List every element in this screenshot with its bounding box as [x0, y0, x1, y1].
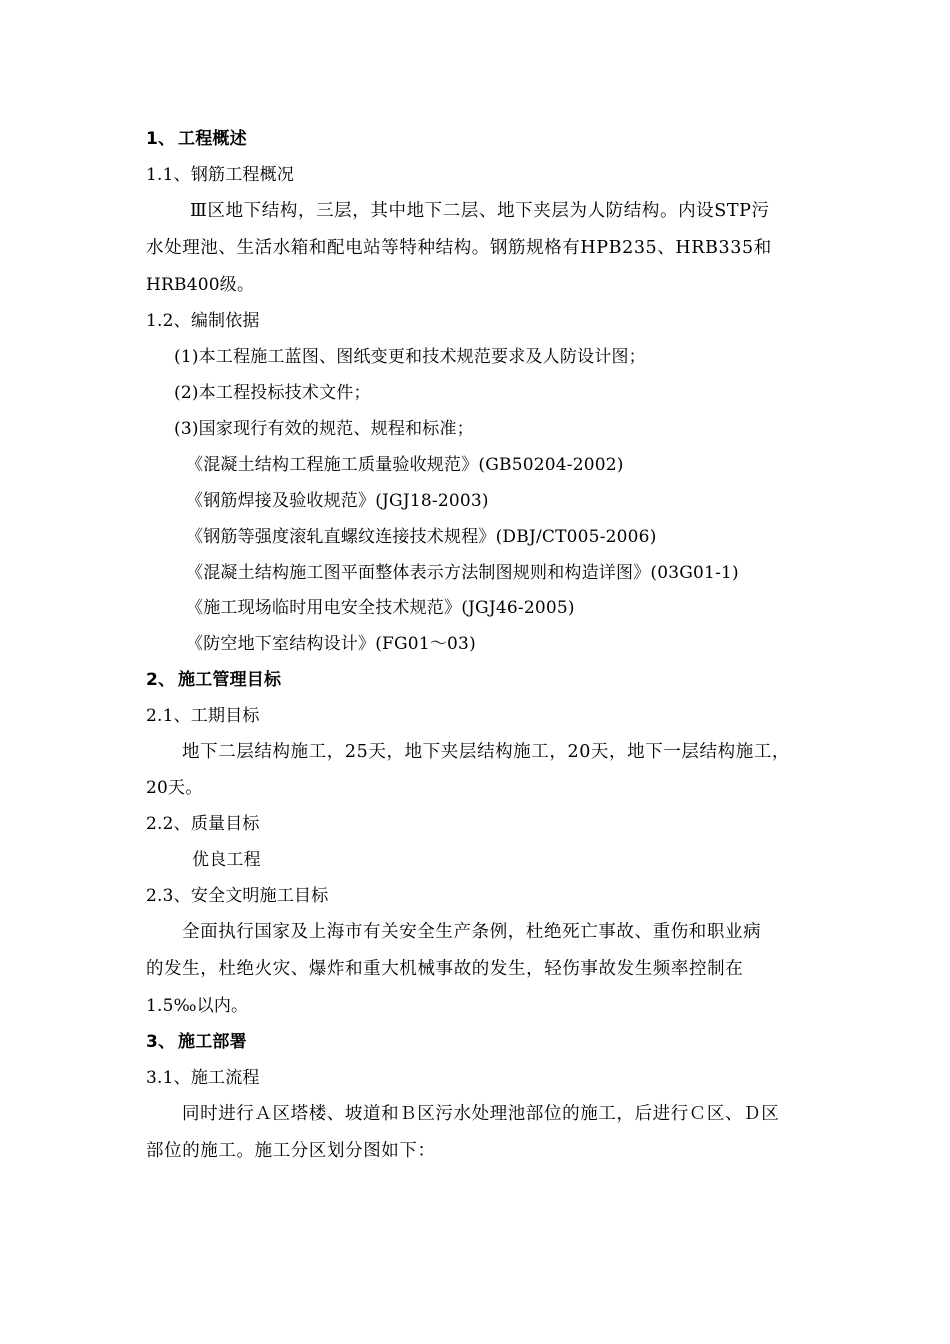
basis-item: (1)本工程施工蓝图、图纸变更和技术规范要求及人防设计图； [174, 347, 646, 367]
standard-reference: 《防空地下室结构设计》(FG01～03) [186, 634, 476, 654]
subsection-heading-3-1: 3.1、施工流程 [146, 1068, 260, 1088]
subsection-heading-1-2: 1.2、编制依据 [146, 311, 260, 331]
paragraph-line: 20天。 [146, 778, 203, 798]
paragraph-line: Ⅲ区地下结构，三层，其中地下二层、地下夹层为人防结构。内设STP污 [190, 201, 770, 221]
paragraph-line: 全面执行国家及上海市有关安全生产条例，杜绝死亡事故、重伤和职业病 [182, 922, 762, 942]
paragraph-line: 优良工程 [192, 850, 261, 870]
paragraph-line: 水处理池、生活水箱和配电站等特种结构。钢筋规格有HPB235、HRB335和 [146, 238, 772, 258]
standard-reference: 《施工现场临时用电安全技术规范》(JGJ46-2005) [186, 598, 575, 618]
section-number: 3、 [146, 1032, 176, 1052]
basis-item: (3)国家现行有效的规范、规程和标准； [174, 419, 474, 439]
paragraph-line: 同时进行Ａ区塔楼、坡道和Ｂ区污水处理池部位的施工，后进行Ｃ区、Ｄ区 [182, 1104, 780, 1124]
standard-reference: 《钢筋焊接及验收规范》(JGJ18-2003) [186, 491, 489, 511]
paragraph-line: 部位的施工。施工分区划分图如下： [146, 1141, 436, 1161]
section-title: 工程概述 [178, 129, 247, 149]
subsection-heading-1-1: 1.1、钢筋工程概况 [146, 165, 295, 185]
section-title: 施工部署 [178, 1032, 247, 1052]
section-number: 2、 [146, 670, 176, 690]
standard-reference: 《钢筋等强度滚轧直螺纹连接技术规程》(DBJ/CT005-2006) [186, 527, 657, 547]
section-number: 1、 [146, 129, 176, 149]
section-heading-1 [146, 127, 247, 151]
standard-reference: 《混凝土结构工程施工质量验收规范》(GB50204-2002) [186, 455, 624, 475]
standard-reference: 《混凝土结构施工图平面整体表示方法制图规则和构造详图》(03G01-1) [186, 563, 739, 583]
paragraph-line: 的发生，杜绝火灾、爆炸和重大机械事故的发生，轻伤事故发生频率控制在 [146, 959, 744, 979]
section-heading-3 [146, 1030, 247, 1054]
paragraph-line: 1.5‰以内。 [146, 996, 249, 1016]
subsection-heading-2-1: 2.1、工期目标 [146, 706, 260, 726]
subsection-heading-2-2: 2.2、质量目标 [146, 814, 260, 834]
section-title: 施工管理目标 [178, 670, 282, 690]
paragraph-line: HRB400级。 [146, 275, 255, 295]
subsection-heading-2-3: 2.3、安全文明施工目标 [146, 886, 329, 906]
paragraph-line: 地下二层结构施工，25天，地下夹层结构施工，20天，地下一层结构施工， [182, 742, 791, 762]
section-heading-2 [146, 668, 281, 692]
basis-item: (2)本工程投标技术文件； [174, 383, 371, 403]
